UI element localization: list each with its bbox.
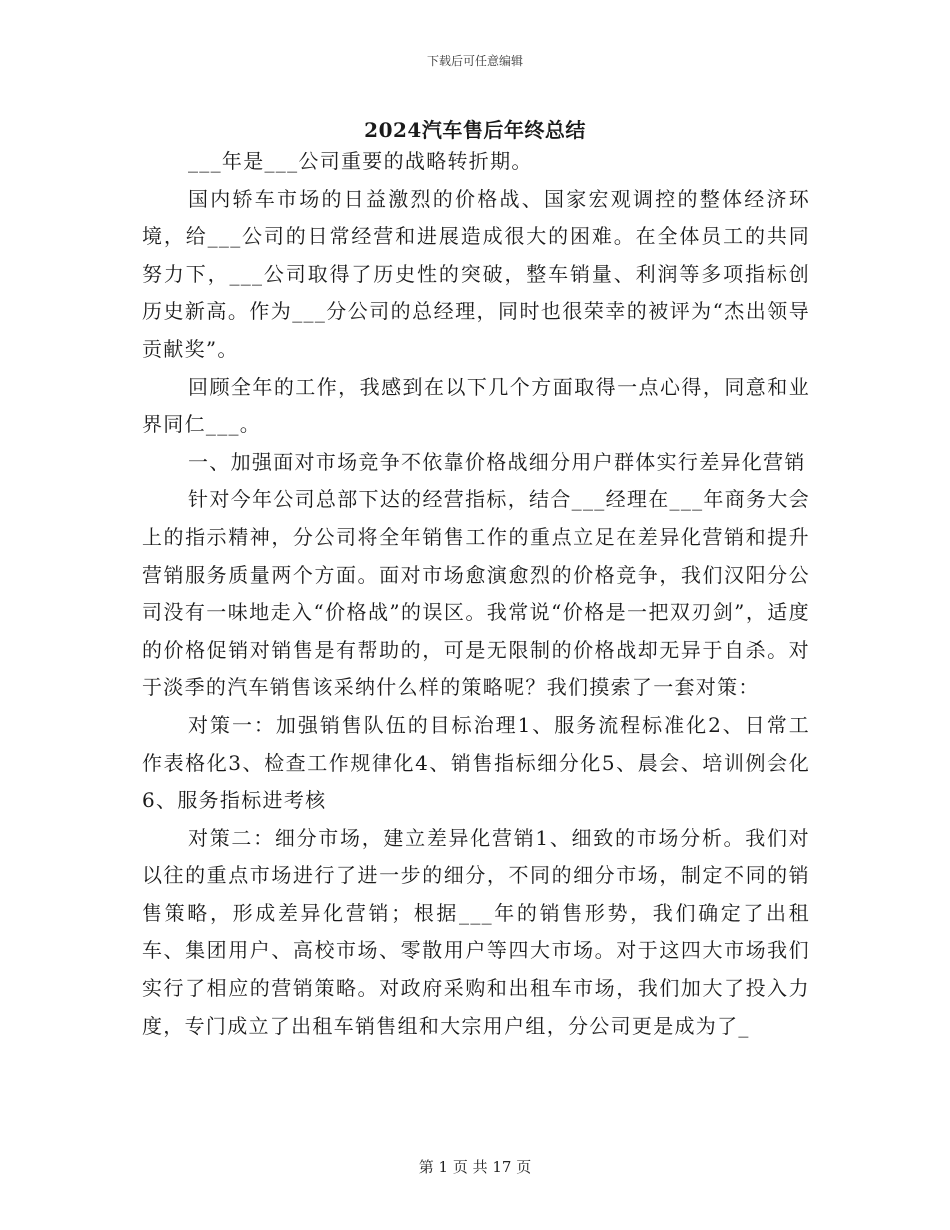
page-header-note: 下载后可任意编辑 [426, 54, 523, 68]
paragraph-review: 回顾全年的工作，我感到在以下几个方面取得一点心得，同意和业界同仁___。 [142, 374, 810, 437]
page-number: 第 1 页 共 17 页 [418, 1158, 532, 1176]
paragraph-market: 国内轿车市场的日益激烈的价格战、国家宏观调控的整体经济环境，给___公司的日常经营和进展造成很大的困难。在全体员工的共同努力下，___公司取得了历史性的突破，整车销量、利润等多项指标创历史新高。作为___分公司的总经理，同时也很荣幸的被评为“杰出领导贡献奖”。 [142, 186, 810, 361]
section-heading-1: 一、加强面对市场竞争不依靠价格战细分用户群体实行差异化营销 [188, 449, 806, 474]
paragraph-countermeasure-2: 对策二：细分市场，建立差异化营销1、细致的市场分析。我们对以往的重点市场进行了进一步的细分，不同的细分市场，制定不同的销售策略，形成差异化营销；根据___年的销售形势，我们确定了出租车、集团用户、高校市场、零散用户等四大市场。对于这四大市场我们实行了相应的营销策略。对政府采购和出租车市场，我们加大了投入力度，专门成立了出租车销售组和大宗用户组，分公司更是成为了_ [142, 825, 810, 1038]
paragraph-countermeasure-1: 对策一：加强销售队伍的目标治理1、服务流程标准化2、日常工作表格化3、检查工作规律化4、销售指标细分化5、晨会、培训例会化6、服务指标进考核 [142, 712, 810, 813]
paragraph-strategy: 针对今年公司总部下达的经营指标，结合___经理在___年商务大会上的指示精神，分公司将全年销售工作的重点立足在差异化营销和提升营销服务质量两个方面。面对市场愈演愈烈的价格竞争，我们汉阳分公司没有一味地走入“价格战”的误区。我常说“价格是一把双刃剑”，适度的价格促销对销售是有帮助的，可是无限制的价格战却无异于自杀。对于淡季的汽车销售该采纳什么样的策略呢？我们摸索了一套对策： [142, 487, 810, 700]
document-title: 2024汽车售后年终总结 [364, 118, 586, 142]
document-body [142, 143, 810, 1045]
paragraph-intro: ___年是___公司重要的战略转折期。 [188, 149, 533, 173]
